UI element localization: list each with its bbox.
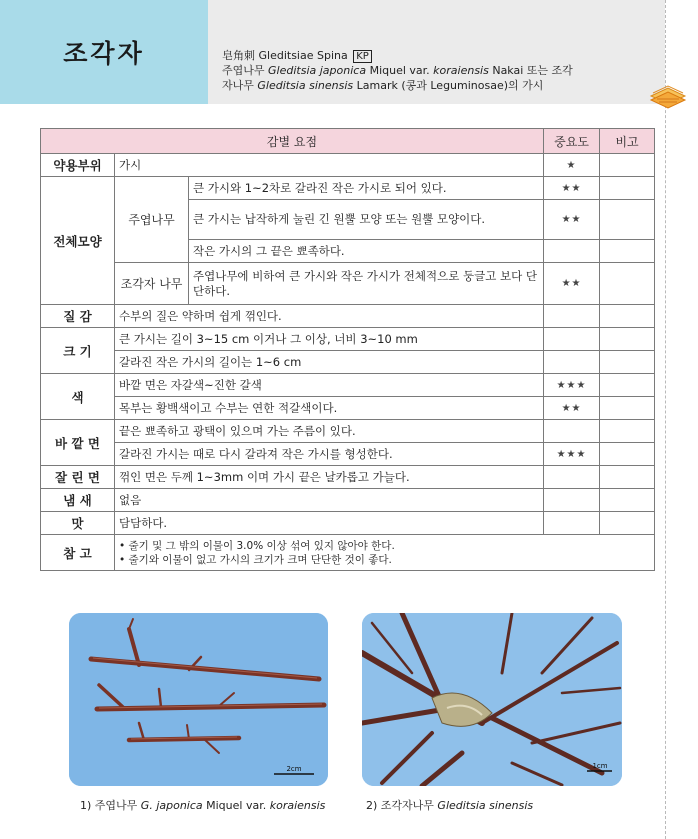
header-importance: 중요도 — [544, 129, 600, 154]
remarks-cell — [600, 177, 655, 200]
header-description — [222, 48, 662, 93]
table-row — [41, 328, 655, 351]
cell-text: 작은 가시의 그 끝은 뾰족하다. — [189, 240, 544, 263]
cell-text: 갈라진 작은 가시의 길이는 1~6 cm — [115, 351, 544, 374]
remarks-cell — [600, 328, 655, 351]
importance-stars — [544, 489, 600, 512]
importance-stars: ★★ — [544, 397, 600, 420]
table-row — [41, 305, 655, 328]
cat-smell: 냄 새 — [41, 489, 115, 512]
remarks-cell — [600, 263, 655, 305]
table-row — [41, 397, 655, 420]
cell-text: 가시 — [115, 154, 544, 177]
table-row — [41, 535, 655, 571]
photo-caption-1 — [80, 797, 325, 813]
caption-1-a: 1) 주엽나무 — [80, 799, 141, 812]
remarks-cell — [600, 305, 655, 328]
importance-stars: ★★ — [544, 263, 600, 305]
cat-color: 색 — [41, 374, 115, 420]
kp-badge: KP — [353, 50, 372, 63]
scale-label-1cm: 1cm — [592, 762, 608, 770]
table-row — [41, 443, 655, 466]
cell-text: 바깥 면은 자갈색~진한 갈색 — [115, 374, 544, 397]
margin-dashed-line — [665, 0, 666, 839]
header-line2-c: Nakai 또는 조각 — [488, 64, 573, 77]
thorn-illustration-1 — [69, 613, 328, 786]
photo-jueop-thorns — [69, 613, 328, 786]
thorn-illustration-2 — [362, 613, 622, 786]
table-row — [41, 466, 655, 489]
remarks-cell — [600, 397, 655, 420]
cell-text: 큰 가시와 1~2차로 갈라진 작은 가시로 되어 있다. — [189, 177, 544, 200]
table-row — [41, 263, 655, 305]
importance-stars — [544, 466, 600, 489]
remarks-cell — [600, 240, 655, 263]
header-points: 감별 요점 — [41, 129, 544, 154]
table-row — [41, 374, 655, 397]
importance-stars: ★★ — [544, 177, 600, 200]
importance-stars — [544, 328, 600, 351]
header-remarks: 비고 — [600, 129, 655, 154]
table-row — [41, 489, 655, 512]
sub-jueop: 주엽나무 — [115, 177, 189, 263]
photo-jogakja-thorns — [362, 613, 622, 786]
reference-notes — [115, 535, 655, 571]
cell-text: 목부는 황백색이고 수부는 연한 적갈색이다. — [115, 397, 544, 420]
remarks-cell — [600, 466, 655, 489]
importance-stars: ★★★ — [544, 374, 600, 397]
importance-stars — [544, 420, 600, 443]
cell-text: 갈라진 가시는 때로 다시 갈라져 작은 가시를 형성한다. — [115, 443, 544, 466]
remarks-cell — [600, 351, 655, 374]
importance-stars — [544, 512, 600, 535]
header-line3-b: Lamark (콩과 Leguminosae)의 가시 — [353, 79, 544, 92]
sub-jogakja: 조각자 나무 — [115, 263, 189, 305]
importance-stars: ★★★ — [544, 443, 600, 466]
table-row — [41, 177, 655, 200]
herb-stack-icon — [647, 82, 689, 110]
header-line3-species: Gleditsia sinensis — [257, 79, 354, 92]
caption-2-species: Gleditsia sinensis — [437, 799, 534, 812]
cat-taste: 맛 — [41, 512, 115, 535]
cell-text: 없음 — [115, 489, 544, 512]
reference-bullet-1: • 줄기 및 그 밖의 이물이 3.0% 이상 섞여 있지 않아야 한다. — [119, 539, 395, 552]
cell-text: 꺾인 면은 두께 1~3mm 이며 가시 끝은 날카롭고 가늘다. — [115, 466, 544, 489]
header-line2-species: Gleditsia japonica — [268, 64, 367, 77]
title-box — [0, 0, 208, 104]
cat-size: 크 기 — [41, 328, 115, 374]
table-header-row — [41, 129, 655, 154]
cat-shape: 전체모양 — [41, 177, 115, 305]
caption-1-b: Miquel var. — [202, 799, 270, 812]
caption-2-a: 2) 조각자나무 — [366, 799, 438, 812]
header-line1: 皂角刺 Gleditsiae Spina — [222, 49, 348, 62]
caption-1-variety: koraiensis — [269, 799, 326, 812]
table-row — [41, 351, 655, 374]
cell-text: 끝은 뾰족하고 광택이 있으며 가는 주름이 있다. — [115, 420, 544, 443]
scale-label-2cm: 2cm — [286, 765, 302, 773]
remarks-cell — [600, 443, 655, 466]
identification-table — [40, 128, 655, 571]
header-line2-a: 주엽나무 — [222, 64, 269, 77]
remarks-cell — [600, 420, 655, 443]
importance-stars — [544, 351, 600, 374]
photo-caption-2 — [366, 797, 533, 813]
remarks-cell — [600, 374, 655, 397]
cat-part: 약용부위 — [41, 154, 115, 177]
cat-reference: 참 고 — [41, 535, 115, 571]
reference-bullet-2: • 줄기와 이물이 없고 가시의 크기가 크며 단단한 것이 좋다. — [119, 553, 392, 566]
cell-text: 큰 가시는 납작하게 눌린 긴 원뿔 모양 또는 원뿔 모양이다. — [189, 200, 544, 240]
cell-text: 수부의 질은 약하며 쉽게 꺾인다. — [115, 305, 544, 328]
importance-stars — [544, 240, 600, 263]
table-row — [41, 420, 655, 443]
cell-text: 큰 가시는 길이 3~15 cm 이거나 그 이상, 너비 3~10 mm — [115, 328, 544, 351]
remarks-cell — [600, 200, 655, 240]
table-row — [41, 154, 655, 177]
caption-1-species: G. japonica — [140, 799, 203, 812]
header-line2-b: Miquel var. — [366, 64, 434, 77]
remarks-cell — [600, 154, 655, 177]
cell-text: 담담하다. — [115, 512, 544, 535]
header-line2-variety: koraiensis — [433, 64, 489, 77]
remarks-cell — [600, 512, 655, 535]
page-title: 조각자 — [63, 39, 145, 68]
cat-surface: 바 깥 면 — [41, 420, 115, 466]
table-row — [41, 512, 655, 535]
header-line3-a: 자나무 — [222, 79, 258, 92]
cat-texture: 질 감 — [41, 305, 115, 328]
remarks-cell — [600, 489, 655, 512]
importance-stars: ★★ — [544, 200, 600, 240]
importance-stars: ★ — [544, 154, 600, 177]
cell-text: 주엽나무에 비하여 큰 가시와 작은 가시가 전체적으로 둥글고 보다 단단하다. — [189, 263, 544, 305]
importance-stars — [544, 305, 600, 328]
cat-fracture: 잘 린 면 — [41, 466, 115, 489]
